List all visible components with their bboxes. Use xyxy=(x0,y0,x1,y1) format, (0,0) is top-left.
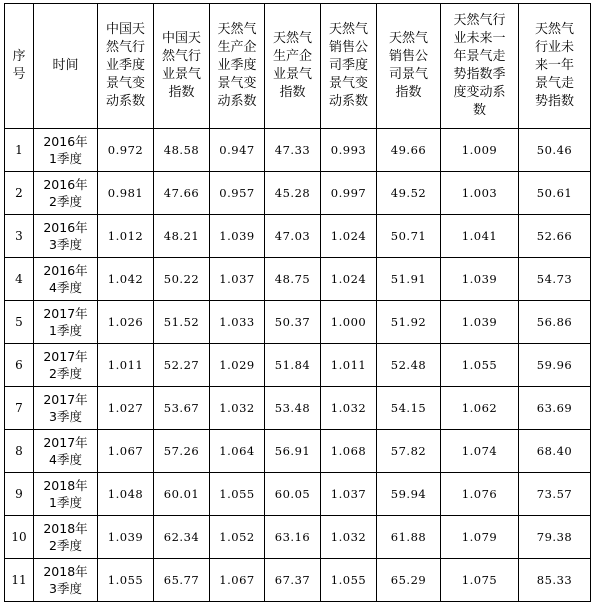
seller-change-coef-cell: 1.011 xyxy=(321,344,377,387)
producer-index-cell: 53.48 xyxy=(265,387,321,430)
header-producer-change-coef: 天然气 生产企 业季度 景气变 动系数 xyxy=(210,4,265,129)
time-cell: 2016年 4季度 xyxy=(34,258,98,301)
future-trend-index-cell: 68.40 xyxy=(519,430,591,473)
producer-index-cell: 67.37 xyxy=(265,559,321,602)
future-trend-change-coef-cell: 1.079 xyxy=(441,516,519,559)
future-trend-index-cell: 50.46 xyxy=(519,129,591,172)
industry-change-coef-cell: 1.067 xyxy=(98,430,154,473)
industry-index-cell: 57.26 xyxy=(154,430,210,473)
producer-index-cell: 63.16 xyxy=(265,516,321,559)
industry-change-coef-cell: 1.026 xyxy=(98,301,154,344)
seq-cell: 2 xyxy=(5,172,34,215)
seq-cell: 10 xyxy=(5,516,34,559)
header-producer-index: 天然气 生产企 业景气 指数 xyxy=(265,4,321,129)
header-industry-index: 中国天 然气行 业景气 指数 xyxy=(154,4,210,129)
table-header-row xyxy=(5,4,591,129)
industry-index-cell: 47.66 xyxy=(154,172,210,215)
time-cell: 2017年 1季度 xyxy=(34,301,98,344)
seller-index-cell: 51.92 xyxy=(377,301,441,344)
table-row xyxy=(5,258,591,301)
future-trend-index-cell: 54.73 xyxy=(519,258,591,301)
future-trend-change-coef-cell: 1.062 xyxy=(441,387,519,430)
industry-index-cell: 65.77 xyxy=(154,559,210,602)
time-cell: 2017年 3季度 xyxy=(34,387,98,430)
producer-index-cell: 48.75 xyxy=(265,258,321,301)
future-trend-index-cell: 73.57 xyxy=(519,473,591,516)
industry-change-coef-cell: 1.048 xyxy=(98,473,154,516)
industry-index-cell: 50.22 xyxy=(154,258,210,301)
industry-change-coef-cell: 1.042 xyxy=(98,258,154,301)
table-body xyxy=(5,129,591,602)
seller-index-cell: 59.94 xyxy=(377,473,441,516)
industry-change-coef-cell: 1.012 xyxy=(98,215,154,258)
seq-cell: 8 xyxy=(5,430,34,473)
producer-index-cell: 50.37 xyxy=(265,301,321,344)
gas-industry-index-table xyxy=(4,3,591,602)
future-trend-index-cell: 79.38 xyxy=(519,516,591,559)
header-future-trend-change-coef: 天然气行 业未来一 年景气走 势指数季 度变动系 数 xyxy=(441,4,519,129)
time-cell: 2016年 1季度 xyxy=(34,129,98,172)
table-row xyxy=(5,215,591,258)
future-trend-change-coef-cell: 1.039 xyxy=(441,301,519,344)
future-trend-change-coef-cell: 1.055 xyxy=(441,344,519,387)
header-future-trend-index: 天然气 行业未 来一年 景气走 势指数 xyxy=(519,4,591,129)
industry-index-cell: 53.67 xyxy=(154,387,210,430)
producer-index-cell: 60.05 xyxy=(265,473,321,516)
seq-cell: 1 xyxy=(5,129,34,172)
seller-change-coef-cell: 1.032 xyxy=(321,387,377,430)
industry-index-cell: 51.52 xyxy=(154,301,210,344)
future-trend-index-cell: 52.66 xyxy=(519,215,591,258)
header-time: 时间 xyxy=(34,4,98,129)
seller-index-cell: 57.82 xyxy=(377,430,441,473)
seq-cell: 3 xyxy=(5,215,34,258)
future-trend-change-coef-cell: 1.076 xyxy=(441,473,519,516)
industry-index-cell: 62.34 xyxy=(154,516,210,559)
industry-index-cell: 60.01 xyxy=(154,473,210,516)
table-row xyxy=(5,387,591,430)
producer-change-coef-cell: 0.957 xyxy=(210,172,265,215)
producer-change-coef-cell: 1.067 xyxy=(210,559,265,602)
industry-change-coef-cell: 1.027 xyxy=(98,387,154,430)
table-row xyxy=(5,129,591,172)
table-row xyxy=(5,516,591,559)
seq-cell: 4 xyxy=(5,258,34,301)
seq-cell: 7 xyxy=(5,387,34,430)
time-cell: 2017年 2季度 xyxy=(34,344,98,387)
future-trend-index-cell: 59.96 xyxy=(519,344,591,387)
seller-change-coef-cell: 0.997 xyxy=(321,172,377,215)
header-industry-change-coef: 中国天 然气行 业季度 景气变 动系数 xyxy=(98,4,154,129)
table-row xyxy=(5,344,591,387)
seller-index-cell: 50.71 xyxy=(377,215,441,258)
seq-cell: 11 xyxy=(5,559,34,602)
industry-change-coef-cell: 0.981 xyxy=(98,172,154,215)
producer-change-coef-cell: 1.055 xyxy=(210,473,265,516)
table-row xyxy=(5,430,591,473)
time-cell: 2018年 1季度 xyxy=(34,473,98,516)
producer-change-coef-cell: 1.039 xyxy=(210,215,265,258)
seq-cell: 9 xyxy=(5,473,34,516)
industry-change-coef-cell: 1.055 xyxy=(98,559,154,602)
time-cell: 2018年 2季度 xyxy=(34,516,98,559)
producer-change-coef-cell: 1.029 xyxy=(210,344,265,387)
producer-change-coef-cell: 1.037 xyxy=(210,258,265,301)
industry-index-cell: 48.21 xyxy=(154,215,210,258)
future-trend-change-coef-cell: 1.009 xyxy=(441,129,519,172)
table-row xyxy=(5,473,591,516)
table-row xyxy=(5,559,591,602)
seller-change-coef-cell: 1.000 xyxy=(321,301,377,344)
future-trend-index-cell: 50.61 xyxy=(519,172,591,215)
seller-change-coef-cell: 0.993 xyxy=(321,129,377,172)
producer-index-cell: 47.03 xyxy=(265,215,321,258)
seq-cell: 6 xyxy=(5,344,34,387)
producer-change-coef-cell: 1.064 xyxy=(210,430,265,473)
producer-index-cell: 47.33 xyxy=(265,129,321,172)
seller-index-cell: 54.15 xyxy=(377,387,441,430)
time-cell: 2016年 2季度 xyxy=(34,172,98,215)
seller-change-coef-cell: 1.032 xyxy=(321,516,377,559)
seq-cell: 5 xyxy=(5,301,34,344)
industry-change-coef-cell: 1.011 xyxy=(98,344,154,387)
future-trend-index-cell: 56.86 xyxy=(519,301,591,344)
seller-index-cell: 65.29 xyxy=(377,559,441,602)
producer-change-coef-cell: 1.033 xyxy=(210,301,265,344)
producer-change-coef-cell: 1.032 xyxy=(210,387,265,430)
time-cell: 2016年 3季度 xyxy=(34,215,98,258)
seller-index-cell: 61.88 xyxy=(377,516,441,559)
industry-index-cell: 48.58 xyxy=(154,129,210,172)
future-trend-change-coef-cell: 1.041 xyxy=(441,215,519,258)
industry-change-coef-cell: 0.972 xyxy=(98,129,154,172)
seller-index-cell: 49.52 xyxy=(377,172,441,215)
industry-change-coef-cell: 1.039 xyxy=(98,516,154,559)
header-seller-change-coef: 天然气 销售公 司季度 景气变 动系数 xyxy=(321,4,377,129)
time-cell: 2018年 3季度 xyxy=(34,559,98,602)
producer-change-coef-cell: 1.052 xyxy=(210,516,265,559)
seller-index-cell: 51.91 xyxy=(377,258,441,301)
producer-index-cell: 51.84 xyxy=(265,344,321,387)
seller-change-coef-cell: 1.068 xyxy=(321,430,377,473)
table-row xyxy=(5,172,591,215)
producer-index-cell: 45.28 xyxy=(265,172,321,215)
producer-change-coef-cell: 0.947 xyxy=(210,129,265,172)
future-trend-change-coef-cell: 1.075 xyxy=(441,559,519,602)
seller-index-cell: 49.66 xyxy=(377,129,441,172)
time-cell: 2017年 4季度 xyxy=(34,430,98,473)
producer-index-cell: 56.91 xyxy=(265,430,321,473)
future-trend-change-coef-cell: 1.003 xyxy=(441,172,519,215)
future-trend-index-cell: 63.69 xyxy=(519,387,591,430)
seller-change-coef-cell: 1.055 xyxy=(321,559,377,602)
header-seller-index: 天然气 销售公 司景气 指数 xyxy=(377,4,441,129)
header-seq: 序 号 xyxy=(5,4,34,129)
future-trend-change-coef-cell: 1.074 xyxy=(441,430,519,473)
future-trend-index-cell: 85.33 xyxy=(519,559,591,602)
seller-change-coef-cell: 1.037 xyxy=(321,473,377,516)
seller-index-cell: 52.48 xyxy=(377,344,441,387)
industry-index-cell: 52.27 xyxy=(154,344,210,387)
future-trend-change-coef-cell: 1.039 xyxy=(441,258,519,301)
table-row xyxy=(5,301,591,344)
seller-change-coef-cell: 1.024 xyxy=(321,258,377,301)
seller-change-coef-cell: 1.024 xyxy=(321,215,377,258)
